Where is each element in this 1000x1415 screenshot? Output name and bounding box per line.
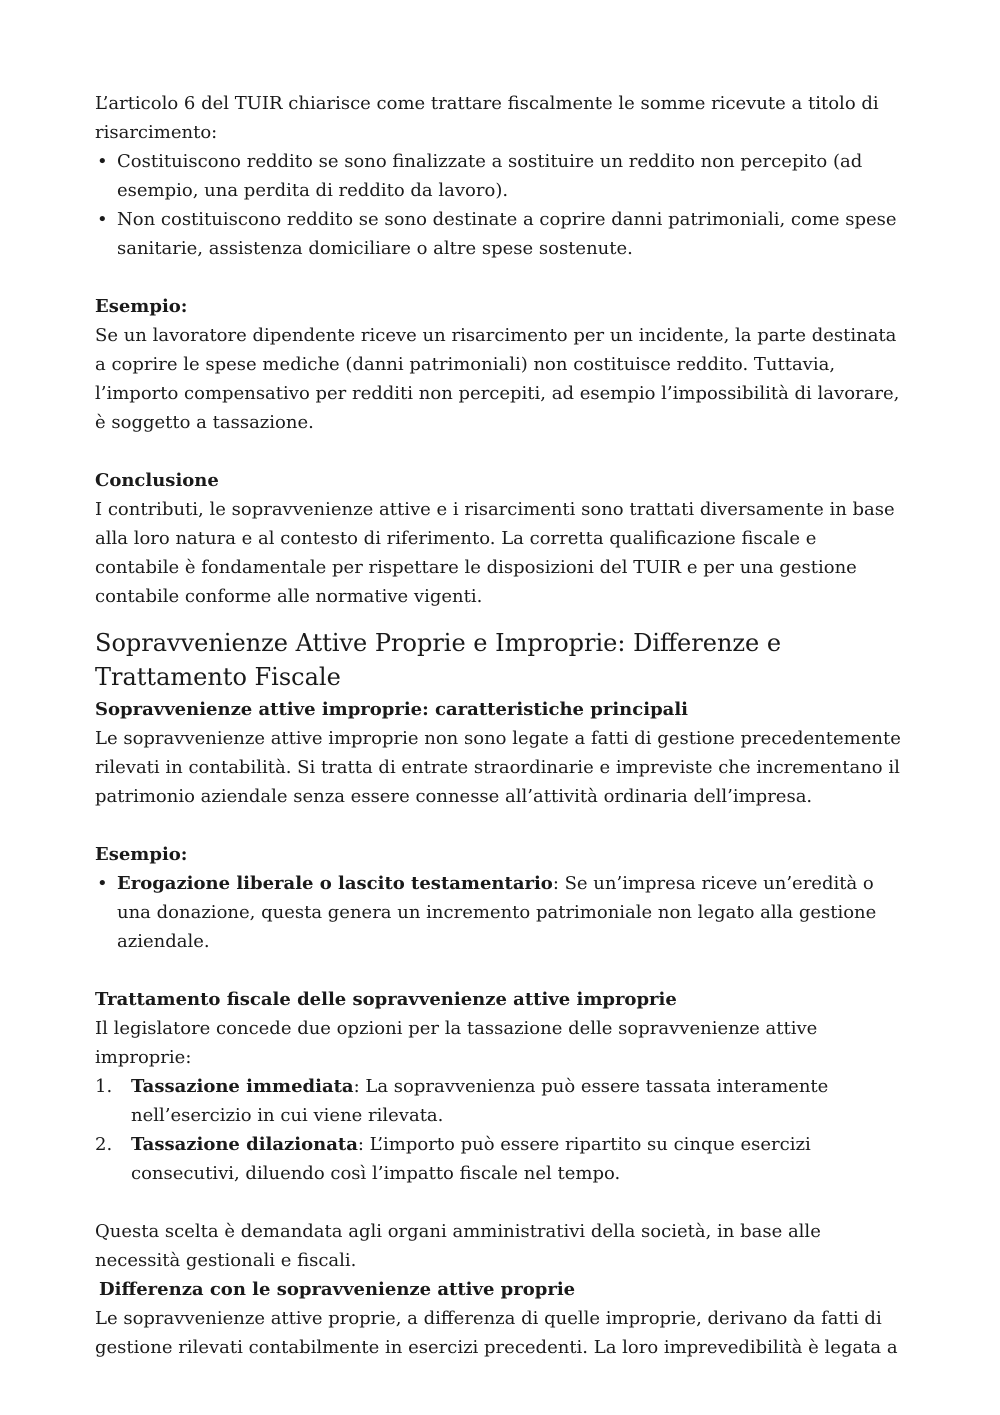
example-bullet-list	[95, 869, 905, 956]
list-item	[95, 1130, 905, 1188]
differenza-paragraph: Le sopravvenienze attive proprie, a differenza di quelle improprie, derivano da fatti di gestione rilevati contabilmente in esercizi precedenti. La loro imprevedibilità è legata a	[95, 1308, 898, 1358]
choice-paragraph: Questa scelta è demandata agli organi amministrativi della società, in base alle necessità gestionali e fiscali.	[95, 1221, 821, 1271]
improprie-paragraph: Le sopravvenienze attive improprie non sono legate a fatti di gestione precedentemente rilevati in contabilità. Si tratta di entrate straordinarie e impreviste che incrementano il patrimonio aziendale senza essere connesse all’attività ordinaria dell’impresa.	[95, 728, 901, 807]
list-item	[95, 1072, 905, 1130]
options-numbered-list	[95, 1072, 905, 1188]
subsection-heading-differenza: Differenza con le sopravvenienze attive proprie	[99, 1279, 576, 1300]
conclusion-paragraph: I contributi, le sopravvenienze attive e i risarcimenti sono trattati diversamente in base alla loro natura e al contesto di riferimento. La corretta qualificazione fiscale e contabile è fondamentale per rispettare le disposizioni del TUIR e per una gestione contabile conforme alle normative vigenti.	[95, 499, 895, 607]
item-text: : La sopravvenienza può essere tassata interamente nell’esercizio in cui viene rilevata.	[131, 1076, 829, 1126]
item-bold-term: Tassazione dilazionata	[131, 1134, 358, 1155]
list-item: • Costituiscono reddito se sono finalizzate a sostituire un reddito non percepito (ad esempio, una perdita di reddito da lavoro).	[95, 147, 905, 205]
spacer	[95, 437, 905, 466]
section-title: Sopravvenienze Attive Proprie e Improprie: Differenze e Trattamento Fiscale	[95, 629, 782, 691]
spacer	[95, 1188, 905, 1217]
conclusion-label: Conclusione	[95, 470, 219, 491]
list-item	[95, 869, 905, 956]
example-paragraph: Se un lavoratore dipendente riceve un risarcimento per un incidente, la parte destinata a coprire le spese mediche (danni patrimoniali) non costituisce reddito. Tuttavia, l’importo compensativo per redditi non percepiti, ad esempio l’impossibilità di lavorare, è soggetto a tassazione.	[95, 325, 900, 433]
document-page	[95, 89, 905, 1362]
example-label: Esempio:	[95, 296, 188, 317]
list-item: • Non costituiscono reddito se sono destinate a coprire danni patrimoniali, come spese sanitarie, assistenza domiciliare o altre spese sostenute.	[95, 205, 905, 263]
spacer	[95, 811, 905, 840]
intro-bullet-list	[95, 147, 905, 263]
intro-paragraph: L’articolo 6 del TUIR chiarisce come trattare fiscalmente le somme ricevute a titolo di risarcimento:	[95, 93, 879, 143]
item-text: : L’importo può essere ripartito su cinque esercizi consecutivi, diluendo così l’impatto fiscale nel tempo.	[131, 1134, 811, 1184]
example-label: Esempio:	[95, 844, 188, 865]
bullet-text: : Se un’impresa riceve un’eredità o una donazione, questa genera un incremento patrimoniale non legato alla gestione aziendale.	[117, 873, 877, 952]
bullet-bold-term: Erogazione liberale o lascito testamentario	[117, 873, 553, 894]
list-number: 2.	[95, 1134, 113, 1155]
item-bold-term: Tassazione immediata	[131, 1076, 354, 1097]
spacer	[95, 263, 905, 292]
subsection-heading-trattamento: Trattamento fiscale delle sopravvenienze attive improprie	[95, 989, 677, 1010]
spacer	[95, 956, 905, 985]
list-number: 1.	[95, 1076, 113, 1097]
trattamento-paragraph: Il legislatore concede due opzioni per la tassazione delle sopravvenienze attive improprie:	[95, 1018, 818, 1068]
subsection-heading-improprie: Sopravvenienze attive improprie: caratteristiche principali	[95, 699, 688, 720]
